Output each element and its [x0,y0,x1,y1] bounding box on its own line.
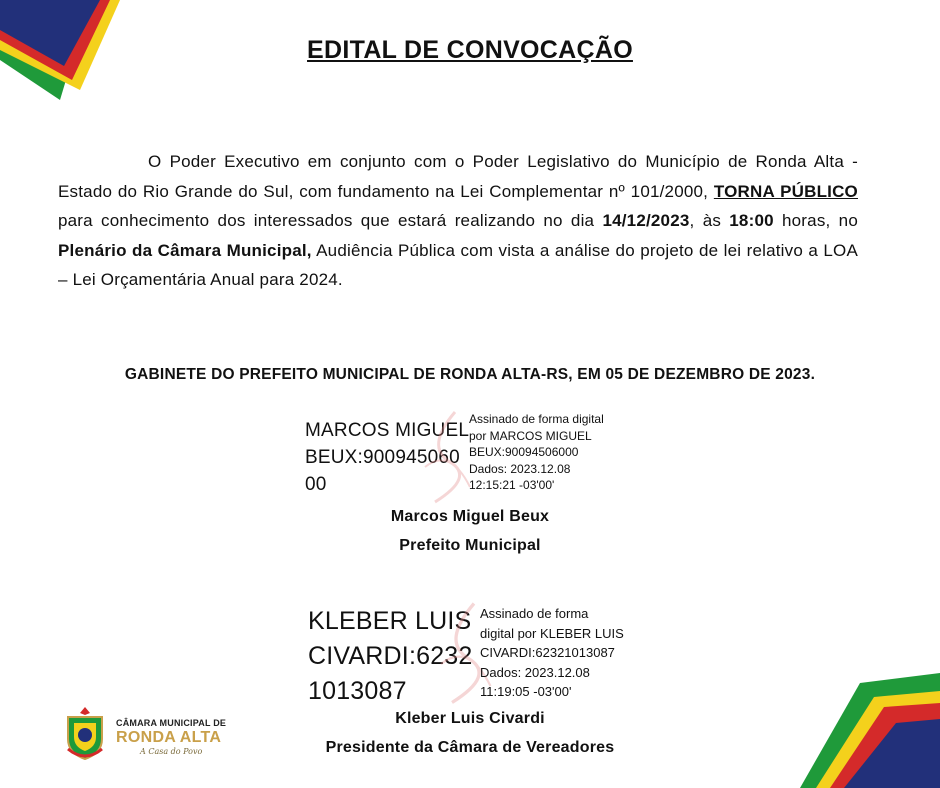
signer-name-text: KLEBER LUIS CIVARDI:6232 1013087 [308,607,473,705]
footer-city-label: RONDA ALTA [116,729,222,746]
announcement-paragraph: O Poder Executivo em conjunto com o Poder Legislativo do Município de Ronda Alta - Estado do Rio Grande do Sul, com fundamento na Lei Complementar nº 101/2000, TORNA PÚBLICO para conhecimento dos interessados que estará realizando no dia 14/12/2023, às 18:00 horas, no Plenário da Câmara Municipal, Audiência Pública com vista a análise do projeto de lei relativo a LOA – Lei Orçamentária Anual para 2024. [58,152,859,289]
event-date: 14/12/2023 [602,211,690,230]
event-place: Plenário da Câmara Municipal, [58,240,312,260]
mayor-role: Prefeito Municipal [399,537,541,554]
president-name: Kleber Luis Civardi [395,710,545,727]
coat-of-arms-icon [62,705,108,761]
mayor-name: Marcos Miguel Beux [390,508,550,525]
signature-stamp-details: Assinado de forma digital por KLEBER LUIS CIVARDI:62321013087 Dados: 2023.12.08 11:19:05 -03'00' [480,606,624,699]
event-time: 18:00 [729,211,774,230]
footer-tagline: A Casa do Povo [140,747,203,756]
signature-stamp-details: Assinado de forma digital por MARCOS MIGUEL BEUX:90094506000 Dados: 2023.12.08 12:15:21 -03'00' [469,412,604,492]
president-role: Presidente da Câmara de Vereadores [325,739,615,756]
digital-signature-president [308,604,668,704]
corner-decoration-bottom-right [800,673,940,788]
gabinete-line: GABINETE DO PREFEITO MUNICIPAL DE RONDA ALTA-RS, EM 05 DE DEZEMBRO DE 2023. [124,366,816,383]
torna-publico-text: TORNA PÚBLICO [713,181,858,201]
footer-org-label: CÂMARA MUNICIPAL DE [116,718,227,728]
document-title: EDITAL DE CONVOCAÇÃO [307,36,633,64]
digital-signature-mayor [305,412,665,507]
signer-name-text: MARCOS MIGUEL BEUX:900945060 00 [305,420,470,495]
